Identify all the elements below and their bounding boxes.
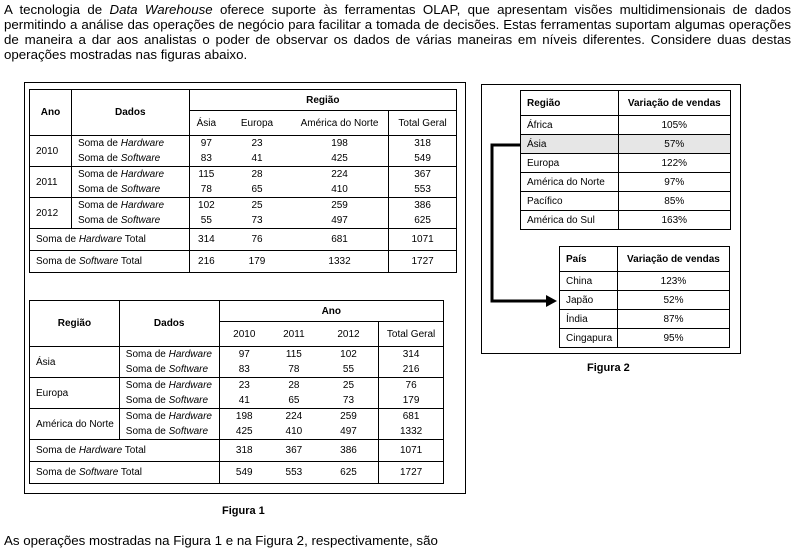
cell: 425 xyxy=(291,151,389,167)
cell: 259 xyxy=(340,411,357,422)
row-name: Europa xyxy=(521,154,619,173)
column-header: Ásia xyxy=(189,111,223,136)
cell: 259 xyxy=(331,200,348,211)
cell: 28 xyxy=(288,380,300,391)
total-label: Soma de Hardware Total xyxy=(30,229,190,251)
row-label: Soma de Software xyxy=(119,424,219,440)
row-value: 163% xyxy=(661,214,688,226)
header-ano: Ano xyxy=(30,90,72,136)
cell: 216 xyxy=(379,362,444,378)
cell: 41 xyxy=(219,393,269,409)
row-value: 122% xyxy=(618,154,730,173)
total-cell: 76 xyxy=(223,229,291,251)
cell: 25 xyxy=(251,200,263,211)
cell: 625 xyxy=(389,213,457,229)
row-name: Índia xyxy=(560,310,618,329)
total-cell: 1071 xyxy=(379,440,444,462)
total-cell: 553 xyxy=(285,467,303,478)
cell: 65 xyxy=(269,393,319,409)
cell: 198 xyxy=(331,138,348,149)
total-cell: 549 xyxy=(235,467,253,478)
cell: 115 xyxy=(198,169,215,180)
header-regiao: Região xyxy=(189,90,456,111)
cell: 553 xyxy=(389,182,457,198)
cell: 23 xyxy=(251,138,263,149)
group-label: América do Norte xyxy=(30,409,120,440)
cell: 65 xyxy=(223,182,291,198)
total-cell: 1332 xyxy=(328,256,351,267)
row-value: 87% xyxy=(617,310,729,329)
group-label: Europa xyxy=(30,378,120,409)
cell: 549 xyxy=(389,151,457,167)
total-cell: 1071 xyxy=(389,229,457,251)
column-header: Europa xyxy=(223,111,291,136)
cell: 23 xyxy=(238,380,250,391)
row-label: Soma de Software xyxy=(119,393,219,409)
row-name: Cingapura xyxy=(560,329,618,348)
total-cell: 1727 xyxy=(389,251,457,273)
total-cell: 216 xyxy=(198,256,215,267)
row-value: 97% xyxy=(618,173,730,192)
total-label: Soma de Software Total xyxy=(30,251,190,273)
row-label: Soma de Hardware xyxy=(119,409,219,425)
column-header: 2010 xyxy=(219,322,269,347)
total-cell: 386 xyxy=(319,440,379,462)
total-cell: 625 xyxy=(340,467,357,478)
group-label: 2011 xyxy=(30,167,72,198)
header-dados: Dados xyxy=(119,301,219,347)
header-name: Região xyxy=(521,91,619,116)
cell: 83 xyxy=(189,151,223,167)
header-variacao: Variação de vendas xyxy=(617,247,729,272)
cell: 97 xyxy=(200,138,212,149)
total-cell: 179 xyxy=(248,256,266,267)
cell: 73 xyxy=(319,393,379,409)
total-cell: 1727 xyxy=(379,462,444,484)
header-dados: Dados xyxy=(71,90,189,136)
cell: 425 xyxy=(219,424,269,440)
cell: 224 xyxy=(331,169,348,180)
intro-data-warehouse: Data Warehouse xyxy=(109,2,213,17)
cell: 78 xyxy=(189,182,223,198)
row-label: Soma de Software xyxy=(71,182,189,198)
cell: 28 xyxy=(251,169,263,180)
row-label: Soma de Hardware xyxy=(71,136,189,152)
row-value: 85% xyxy=(618,192,730,211)
cell: 55 xyxy=(189,213,223,229)
total-label: Soma de Hardware Total xyxy=(30,440,220,462)
row-value: 123% xyxy=(617,272,729,291)
row-label: Soma de Hardware xyxy=(71,198,189,214)
total-cell: 314 xyxy=(189,229,223,251)
question-text: As operações mostradas na Figura 1 e na Figura 2, respectivamente, são xyxy=(4,533,438,548)
cell: 681 xyxy=(379,409,444,425)
row-name: Pacífico xyxy=(521,192,619,211)
row-value: 95% xyxy=(663,332,684,344)
header-variacao: Variação de vendas xyxy=(618,91,730,116)
row-value: 57% xyxy=(618,135,730,154)
cell: 102 xyxy=(340,349,357,360)
column-header: 2011 xyxy=(269,322,319,347)
total-cell: 367 xyxy=(269,440,319,462)
row-label: Soma de Hardware xyxy=(119,378,219,394)
column-header: Total Geral xyxy=(389,111,457,136)
column-header: 2012 xyxy=(319,322,379,347)
cell: 410 xyxy=(269,424,319,440)
row-value: 105% xyxy=(618,116,730,135)
row-name: Japão xyxy=(560,291,618,310)
total-label: Soma de Software Total xyxy=(30,462,220,484)
drill-down-arrow xyxy=(484,140,564,310)
figure-2-caption: Figura 2 xyxy=(587,362,630,374)
row-label: Soma de Hardware xyxy=(71,167,189,183)
intro-text-1: A tecnologia de xyxy=(4,2,110,17)
row-value: 52% xyxy=(617,291,729,310)
figure-1-caption: Figura 1 xyxy=(222,505,265,517)
cell: 497 xyxy=(291,213,389,229)
intro-text-2: oferece suporte às ferramentas OLAP, que apresentam visões multidimensionais de dados permitindo a análise das operações de negócio para facilitar a tomada de decisões. Estas ferramentas suportam algumas operações de maneira a dar aos analistas o poder de observar os dados de várias maneiras em níveis diferentes. Considere duas destas operações mostradas nas figuras abaixo. xyxy=(4,2,791,62)
cell: 55 xyxy=(319,362,379,378)
total-cell: 681 xyxy=(291,229,389,251)
row-label: Soma de Software xyxy=(71,213,189,229)
row-label: Soma de Software xyxy=(71,151,189,167)
row-label: Soma de Hardware xyxy=(119,347,219,363)
cell: 179 xyxy=(379,393,444,409)
cell: 386 xyxy=(389,198,457,214)
column-header: Total Geral xyxy=(379,322,444,347)
cell: 25 xyxy=(342,380,355,391)
cell: 314 xyxy=(379,347,444,363)
cell: 115 xyxy=(285,349,302,360)
cell: 224 xyxy=(285,411,303,422)
total-cell: 318 xyxy=(219,440,269,462)
cell: 83 xyxy=(219,362,269,378)
cell: 367 xyxy=(389,167,457,183)
row-name: América do Norte xyxy=(521,173,619,192)
group-label: 2012 xyxy=(30,198,72,229)
row-label: Soma de Software xyxy=(119,362,219,378)
header-name: País xyxy=(560,247,618,272)
cell: 198 xyxy=(235,411,253,422)
row-name: China xyxy=(560,272,618,291)
cell: 102 xyxy=(198,200,215,211)
intro-paragraph xyxy=(4,2,791,62)
cell: 78 xyxy=(269,362,319,378)
cell: 41 xyxy=(223,151,291,167)
row-name: América do Sul xyxy=(521,211,619,230)
cell: 410 xyxy=(291,182,389,198)
cell: 97 xyxy=(238,349,250,360)
group-label: Ásia xyxy=(30,347,120,378)
header-ano: Ano xyxy=(219,301,443,322)
header-regiao: Região xyxy=(30,301,120,347)
group-label: 2010 xyxy=(30,136,72,167)
row-name: Ásia xyxy=(521,135,619,154)
column-header: América do Norte xyxy=(291,111,389,136)
cell: 76 xyxy=(379,378,444,394)
cell: 497 xyxy=(319,424,379,440)
row-name: África xyxy=(521,116,619,135)
cell: 1332 xyxy=(379,424,444,440)
cell: 73 xyxy=(223,213,291,229)
cell: 318 xyxy=(389,136,457,152)
